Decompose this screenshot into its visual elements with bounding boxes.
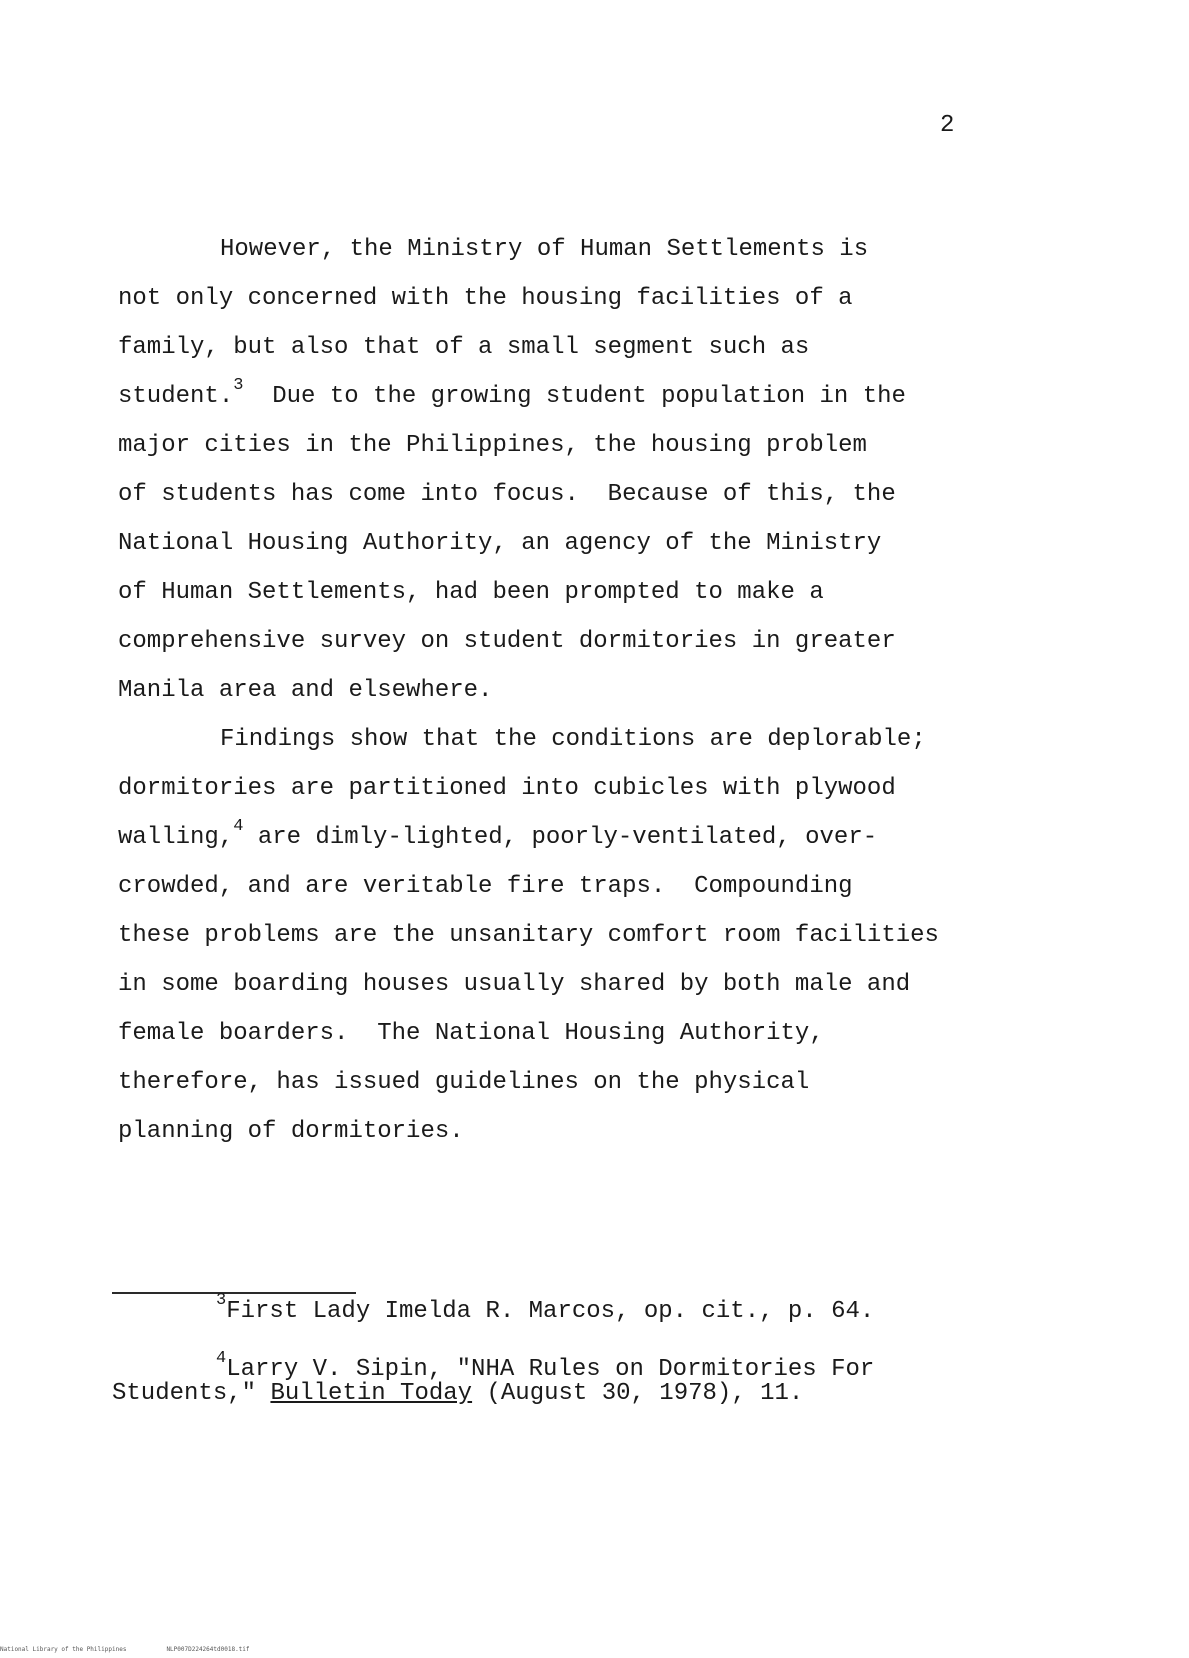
paragraph-2-line: therefore, has issued guidelines on the physical <box>118 1069 810 1096</box>
paragraph-2-line: these problems are the unsanitary comfort room facilities <box>118 922 939 949</box>
footnote-mark-4: 4 <box>216 1349 227 1368</box>
footnote-divider <box>112 1292 356 1294</box>
footnotes <box>112 1291 1012 1407</box>
paragraph-1-line: National Housing Authority, an agency of the Ministry <box>118 530 882 557</box>
footnote-4-line <box>112 1349 1012 1383</box>
paragraph-1-line: However, the Ministry of Human Settlements is <box>220 236 869 263</box>
paragraph-2-line: female boarders. The National Housing Authority, <box>118 1020 824 1047</box>
archive-stamp <box>0 1646 290 1653</box>
archive-library: National Library of the Philippines <box>0 1646 127 1653</box>
paragraph-1-line: of Human Settlements, had been prompted to make a <box>118 579 824 606</box>
paragraph-2-line: planning of dormitories. <box>118 1118 464 1145</box>
footnote-4 <box>112 1349 1012 1407</box>
paragraph-1-line: not only concerned with the housing facilities of a <box>118 285 853 312</box>
publication-title: Bulletin Today <box>270 1380 473 1407</box>
line-text: Due to the growing student population in the <box>243 383 906 410</box>
paragraph-2-line: in some boarding houses usually shared by both male and <box>118 971 911 998</box>
paragraph-1-line: comprehensive survey on student dormitories in greater <box>118 628 896 655</box>
paragraph-1-line: Manila area and elsewhere. <box>118 677 493 704</box>
footnote-ref-3: 3 <box>233 376 244 395</box>
footnote-4-text: Larry V. Sipin, "NHA Rules on Dormitories For <box>226 1356 875 1383</box>
paragraph-1-line: family, but also that of a small segment such as <box>118 334 810 361</box>
archive-file-id: NLP007D224264td0018.tif <box>166 1646 250 1653</box>
paragraph-1-line: of students has come into focus. Because of this, the <box>118 481 896 508</box>
footnote-3-text: First Lady Imelda R. Marcos, op. cit., p. 64. <box>226 1298 875 1325</box>
paragraph-2-line: crowded, and are veritable fire traps. Compounding <box>118 873 853 900</box>
body-text <box>118 225 1018 1156</box>
footnote-4-line <box>112 1382 1012 1406</box>
paragraph-2-line: dormitories are partitioned into cubicles with plywood <box>118 775 896 802</box>
footnote-3 <box>112 1291 1012 1325</box>
paragraph-2-line: Findings show that the conditions are deplorable; <box>220 726 926 753</box>
page-number: 2 <box>940 112 955 139</box>
line-text: are dimly-lighted, poorly-ventilated, over- <box>243 824 878 851</box>
line-text: walling, <box>118 824 234 851</box>
paragraph-1-line <box>118 372 1018 421</box>
paragraph-2-line <box>118 813 1018 862</box>
line-text: student. <box>118 383 234 410</box>
footnote-mark-3: 3 <box>216 1291 227 1310</box>
footnote-ref-4: 4 <box>233 817 244 836</box>
footnote-4-text: (August 30, 1978), 11. <box>472 1380 804 1407</box>
footnote-4-text: Students," <box>112 1380 271 1407</box>
paragraph-1-line: major cities in the Philippines, the housing problem <box>118 432 867 459</box>
